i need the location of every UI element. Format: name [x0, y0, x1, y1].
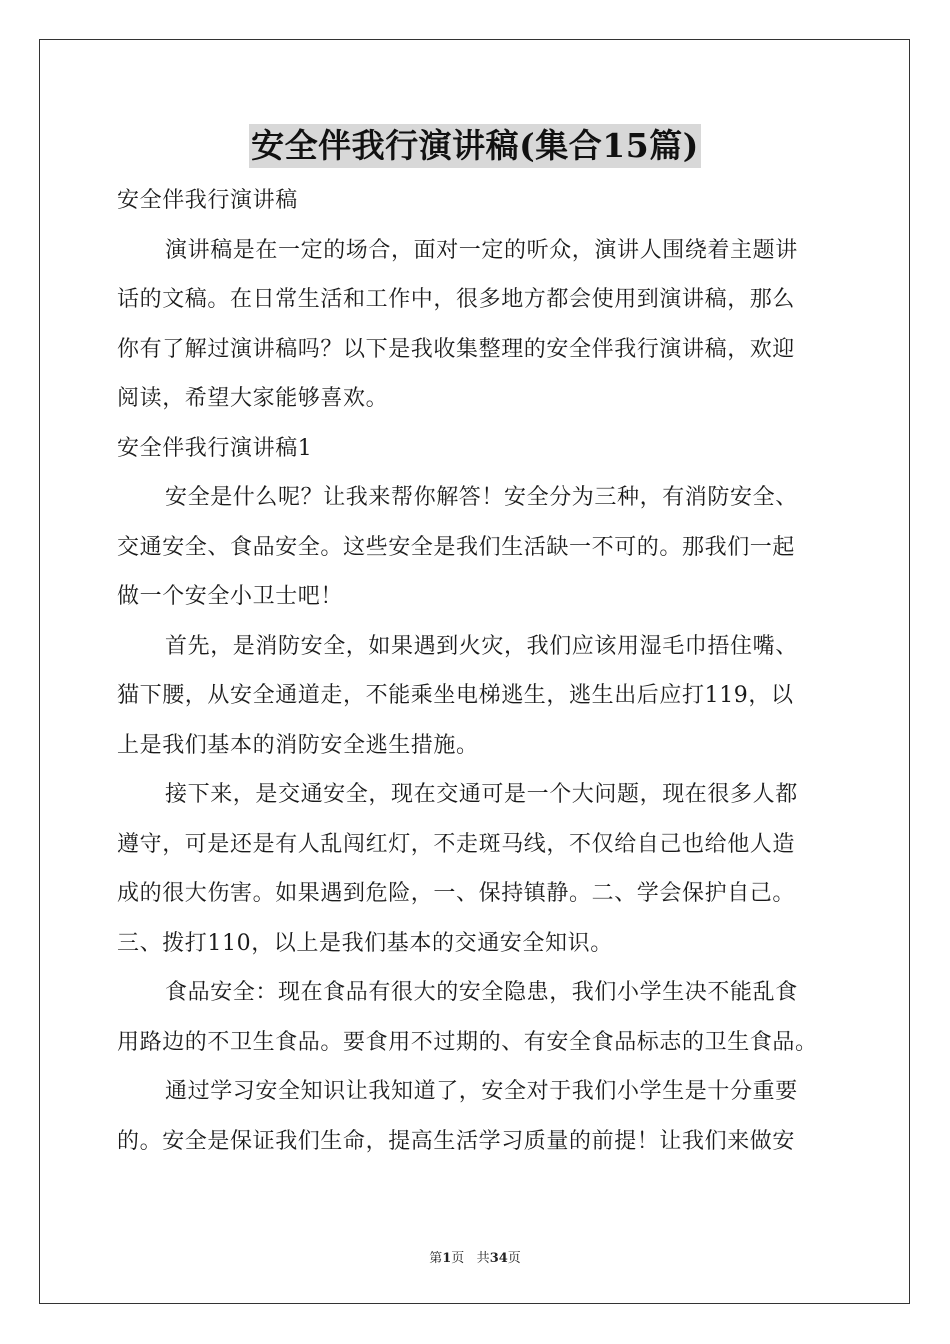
text-line: 安全伴我行演讲稿	[117, 188, 298, 213]
text-line: 首先，是消防安全，如果遇到火灾，我们应该用湿毛巾捂住嘴、	[165, 633, 798, 659]
text-line: 阅读，希望大家能够喜欢。	[117, 386, 389, 411]
title-container	[0, 124, 950, 168]
text-line: 猫下腰，从安全通道走，不能乘坐电梯逃生，逃生出后应打119，以	[117, 683, 794, 708]
footer-total-prefix: 共	[476, 1251, 490, 1266]
text-line: 三、拨打110，以上是我们基本的交通安全知识。	[117, 930, 613, 956]
document-title: 安全伴我行演讲稿(集合15篇)	[249, 124, 701, 168]
text-line: 交通安全、食品安全。这些安全是我们生活缺一不可的。那我们一起	[117, 534, 796, 560]
text-line: 安全伴我行演讲稿1	[117, 435, 313, 461]
text-line: 食品安全：现在食品有很大的安全隐患，我们小学生决不能乱食	[165, 980, 798, 1005]
footer-total-suffix: 页	[507, 1251, 521, 1266]
page-footer	[0, 1247, 950, 1266]
footer-total-pages: 34	[489, 1251, 508, 1266]
footer-page-prefix: 第	[429, 1251, 443, 1266]
text-line: 演讲稿是在一定的场合，面对一定的听众，演讲人围绕着主题讲	[165, 237, 798, 263]
text-line: 上是我们基本的消防安全逃生措施。	[117, 732, 479, 758]
text-line: 的。安全是保证我们生命，提高生活学习质量的前提！让我们来做安	[117, 1128, 796, 1154]
text-line: 遵守，可是还是有人乱闯红灯，不走斑马线，不仅给自己也给他人造	[117, 831, 796, 857]
text-line: 你有了解过演讲稿吗？以下是我收集整理的安全伴我行演讲稿，欢迎	[117, 336, 796, 362]
footer-page-suffix: 页	[451, 1251, 465, 1266]
text-line: 接下来，是交通安全，现在交通可是一个大问题，现在很多人都	[165, 782, 798, 807]
text-line: 成的很大伤害。如果遇到危险，一、保持镇静。二、学会保护自己。	[117, 881, 796, 906]
text-line: 通过学习安全知识让我知道了，安全对于我们小学生是十分重要	[165, 1079, 798, 1104]
document-body	[117, 176, 839, 1166]
footer-page-number: 1	[442, 1251, 452, 1266]
text-line: 做一个安全小卫士吧！	[117, 584, 344, 609]
text-line: 安全是什么呢？让我来帮你解答！安全分为三种，有消防安全、	[165, 485, 798, 510]
text-line: 用路边的不卫生食品。要食用不过期的、有安全食品标志的卫生食品。	[117, 1029, 818, 1055]
text-line: 话的文稿。在日常生活和工作中，很多地方都会使用到演讲稿，那么	[117, 287, 796, 312]
